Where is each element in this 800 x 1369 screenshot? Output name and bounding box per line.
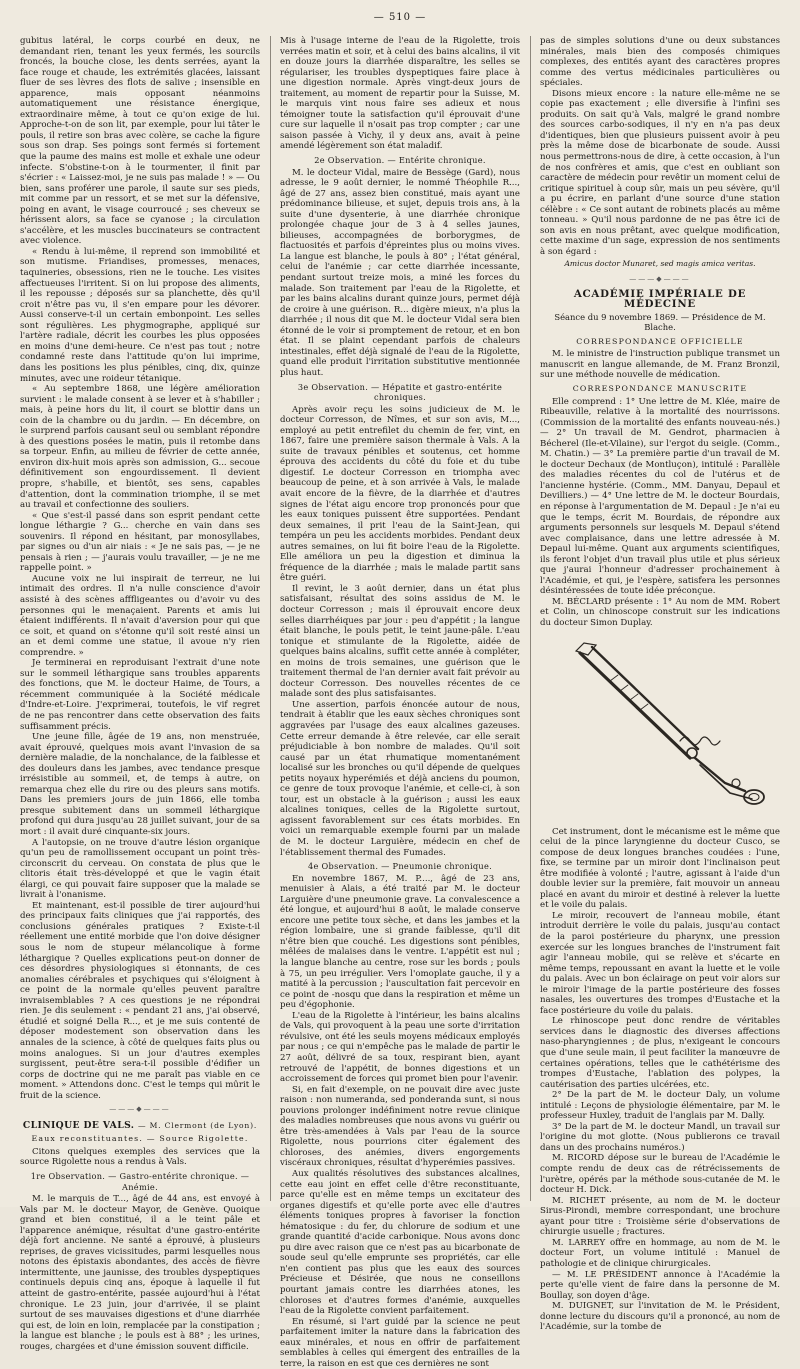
observation-2-title: 2e Observation. — Entérite chronique. bbox=[314, 155, 486, 166]
col3-after-figure-9: — M. LE PRÉSIDENT annonce à l'Académie la perte qu'elle vient de faire dans la personne de M. Boullay, son doyen d'âge. bbox=[540, 1269, 780, 1301]
vals-intro: Citons quelques exemples des services que la source Rigolette nous a rendus à Vals. bbox=[20, 1146, 260, 1168]
correspondance-manuscrite-title: CORRESPONDANCE MANUSCRITE bbox=[572, 383, 748, 393]
section-divider-2: ———◆——— bbox=[629, 275, 691, 284]
column-2 bbox=[270, 36, 521, 1369]
academy-title: ACADÉMIE IMPÉRIALE DE MÉDECINE bbox=[573, 287, 747, 311]
rhinoscope-illustration bbox=[540, 633, 780, 823]
column-1 bbox=[20, 36, 260, 1352]
col1-paragraph-9: Et maintenant, est-il possible de tirer aujourd'hui des principaux faits cliniques que j'ai rapportés, des conclusions générales pratiques ? Existe-t-il réellement une entité morbide que l'on doive désigner sous le nom de stupeur mélancolique à forme léthargique ? Quelles explications peut-on donner de ces désordres physiologiques si étonnants, de ces anomalies cérébrales et psychiques qui s'éloignent à ce point de la normale qu'elles peuvent paraître invraisemblables ? A ces questions je ne répondrai rien. Je dis seulement : « pendant 21 ans, j'ai observé, étudié et soigné Della R..., et je me suis contenté de déposer modestement son observation dans les annales de la science, à côté de quelques faits plus ou moins analogues. Si un jour d'autres exemples surgissent, peut-être sera-t-il possible d'édifier un corps de doctrine qui ne me paraît pas viable en ce moment. » Attendons donc. C'est le temps qui mûrit le fruit de la science. bbox=[20, 900, 260, 1101]
observation-3-text-1: Après avoir reçu les soins judicieux de M. le docteur Corresson, de Nîmes, et sur son avis, M..., employé au petit entrefilet du chemin de fer, vint, en 1867, faire une première saison thermale à Vals. A la suite de travaux pénibles et soutenus, cet homme éprouva des accidents du côté du foie et du tube digestif. Le docteur Corresson en triompha avec beaucoup de peine, et à son arrivée à Vals, le malade avait encore de la fièvre, de la diarrhée et d'autres signes de l'état aigu encore trop prononcés pour que les eaux toniques puissent être supportées. Pendant deux semaines, il prit l'eau de la Saint-Jean, qui tempéra un peu les accidents morbides. Pendant deux autres semaines, on lui fit boire l'eau de la Rigolette. Elle améliora un peu la digestion et diminua la fréquence de la diarrhée ; mais le malade partit sans être guéri. bbox=[280, 404, 520, 584]
observation-1-text: M. le marquis de T..., âgé de 44 ans, est envoyé à Vals par M. le docteur Mayor, de Genève. Quoique grand et bien constitué, il a le teint pâle et l'apparence anémique, résultat d'une gastro-entérite déjà fort ancienne. Ne santé a éprouvé, à plusieurs reprises, de graves vicissitudes, parmi lesquelles nous notons des épistaxis abondantes, des accès de fièvre intermittente, une jaunisse, des troubles dyspeptiques continuels depuis cinq ans, époque à laquelle il fut atteint de gastro-entérite, passée aujourd'hui à l'état chronique. Le 23 juin, jour d'arrivée, il se plaint surtout de ses mauvaises digestions et d'une diarrhée qui est, de loin en loin, remplacée par la constipation ; la langue est blanche ; le pouls est à 88° ; les urines, rouges, chargées et d'une émission souvent difficile. bbox=[20, 1194, 260, 1352]
observation-1-title: 1re Observation. — Gastro-entérite chronique. — Anémie. bbox=[30, 1170, 250, 1192]
correspondance-manuscrite-text-1: Elle comprend : 1° Une lettre de M. Klée, maire de Ribeauville, relative à la mortalité des nourrissons. (Commission de la mortalité des enfants nouveau-nés.) — 2° Un travail de M. Gendrot, pharmacien à Bécherel (Ile-et-Vilaine), sur l'ergot du seigle. (Comm., M. Chatin.) — 3° La première partie d'un travail de M. le docteur Dechaux (de Montluçon), intitulé : Parallèle des maladies récentes du col de l'utérus et de l'ancienne hystérie. (Comm., MM. Danyau, Depaul et Devilliers.) — 4° Une lettre de M. le docteur Bourdais, en réponse à l'argumentation de M. Depaul : Je n'ai eu que le temps, écrit M. Bourdais, de répondre aux arguments personnels sur lesquels M. Depaul s'étend avec complaisance, dans une lettre adressée à M. Depaul lui-même. Quant aux arguments scientifiques, ils feront l'objet d'un travail plus utile et plus sérieux que j'aurai l'honneur d'adresser prochainement à l'Académie, et qui, je l'espère, satisfera les personnes désintéressées de toute idée préconçue. bbox=[540, 396, 780, 597]
col3-after-figure-1: Cet instrument, dont le mécanisme est le même que celui de la pince laryngienne du docteur Cusco, se compose de deux longues branches coudées : l'une, fixe, se termine par un miroir dont l'inclinaison peut être modifiée à volonté ; l'autre, agissant à l'aide d'un double levier sur la première, fait mouvoir un anneau placé en avant du miroir et destiné à relever la luette et le voile du palais. bbox=[540, 826, 780, 911]
col1-paragraph-7: Une jeune fille, âgée de 19 ans, non menstruée, avait éprouvé, quelques mois avant l'invasion de sa dernière maladie, de la nonchalance, de la faiblesse et des douleurs dans les jambes, avec tendance presque irrésistible au sommeil, et, de temps à autre, on remarqua chez elle du rire ou des pleurs sans motifs. Dans les premiers jours de juin 1866, elle tomba presque subitement dans un sommeil léthargique profond qui dura jusqu'au 28 juillet suivant, jour de sa mort : il avait duré cinquante-six jours. bbox=[20, 732, 260, 838]
col1-paragraph-4: « Que s'est-il passé dans son esprit pendant cette longue léthargie ? G... cherche en vain dans ses souvenirs. Il répond en hésitant, par monosyllabes, par signes ou d'un air niais : « Je ne sais pas, — je ne pensais à rien ; — j'aurais voulu travailler, — je ne me rappelle point. » bbox=[20, 510, 260, 574]
col3-after-figure-4: 2° De la part de M. le docteur Daly, un volume intitulé : Leçons de physiologie élémentaire, par M. le professeur Huxley, traduit de l'anglais par M. Dally. bbox=[540, 1090, 780, 1122]
vals-section-title bbox=[20, 1121, 260, 1132]
col3-after-figure-8: M. LARREY offre en hommage, au nom de M. le docteur Fort, un volume intitulé : Manuel de pathologie et de clinique chirurgicales. bbox=[540, 1237, 780, 1269]
observation-3-text-2: Il revint, le 3 août dernier, dans un état plus satisfaisant, résultat des soins assidus de M. le docteur Corresson ; mais il éprouvait encore deux selles diarrhéiques par jour : peu d'appétit ; la langue était blanche, le pouls petit, le teint jaune-pâle. L'eau tonique et stimulante de la Rigolette, aidée de quelques bains alcalins, suffit cette année à compléter, en moins de trois semaines, une guérison que le traitement thermal de l'an dernier avait fait prévoir au docteur Corresson. Des nouvelles récentes de ce malade sont des plus satisfaisantes. bbox=[280, 583, 520, 700]
observation-3-text-3: Une assertion, parfois énoncée autour de nous, tendrait à établir que les eaux sèches chroniques sont aggravées par l'usage des eaux alcalines gazeuses. Cette erreur demande à être relevée, car elle serait préjudiciable à bon nombre de malades. Qu'il soit causé par un état rhumatique momentanément localisé sur les bronches ou qu'il dépende de quelques petits noyaux hyperémiés et déjà anciens du poumon, ce genre de toux provoque l'anémie, et celle-ci, à son tour, est un obstacle à la guérison ; aussi les eaux alcalines toniques, celles de la Rigolette surtout, agissent favorablement sur ces états morbides. En voici un remarquable exemple fourni par un malade de M. le docteur Larguière, médecin en chef de l'établissement thermal des Fumades. bbox=[280, 699, 520, 858]
col1-paragraph-2: « Rendu à lui-même, il reprend son immobilité et son mutisme. Friandises, promesses, menaces, taquineries, obsessions, rien ne le touche. Les visites affectueuses l'irritent. Si on lui propose des aliments, il les repousse ; déposés sur sa planchette, dès qu'il croit n'être pas vu, il s'en empare pour les dévorer. Aussi conserve-t-il un certain embonpoint. Les selles sont régulières. Les phygmographe, appliqué sur l'artère radiale, décrit les courbes les plus opposées en moins d'une demi-heure. Ce n'est pas tout ; notre condamné reste dans l'attitude qu'on lui imprime, dans les positions les plus pénibles, cinq, dix, quinze minutes, avec une roideur tétanique. bbox=[20, 246, 260, 384]
col1-paragraph-5: Aucune voix ne lui inspirait de terreur, ne lui intimait des ordres. Il n'a nulle conscience d'avoir assisté à des scènes afffligeantes ou d'avoir vu des personnes qui le menaçaient. Parents et amis lui étaient indifférents. Il n'avait d'aversion pour qui que ce soit, et quand on s'étonne qu'il soit resté ainsi un an et demi comme une statue, il avoue n'y rien comprendre. » bbox=[20, 573, 260, 658]
col1-paragraph-6: Je terminerai en reproduisant l'extrait d'une note sur le sommeil léthargique sans troubles apparents des fonctions, que M. le docteur Haime, de Tours, a récemment communiquée à la Société médicale d'Indre-et-Loire. J'exprimerai, toutefois, le vif regret de ne pas rencontrer dans cette observation des faits suffisamment précis. bbox=[20, 658, 260, 732]
seance-line: Séance du 9 novembre 1869. — Présidence de M. Blache. bbox=[554, 311, 766, 333]
page-number: — 510 — bbox=[373, 12, 427, 23]
correspondance-manuscrite-text-2: M. BÉCLARD présente : 1° Au nom de MM. Robert et Colin, un chinoscope construit sur les indications du docteur Simon Duplay. bbox=[540, 596, 780, 628]
observation-4-text-2: L'eau de la Rigolette à l'intérieur, les bains alcalins de Vals, qui provoquent à la peau une sorte d'irritation révulsive, ont été les seuls moyens médicaux employés par nous ; ce qui n'empêche pas le malade de partir le 27 août, délivré de sa toux, respirant bien, ayant retrouvé de l'appétit, de bonnes digestions et un accroissement de forces qui promet bien pour l'avenir. bbox=[280, 1010, 520, 1085]
observation-2-text: M. le docteur Vidal, maire de Bessège (Gard), nous adresse, le 9 août dernier, le nommé Théophile R..., âgé de 27 ans, assez bien constitué, mais ayant une prédominance bilieuse, et sujet, depuis trois ans, à la suite d'une dysenterie, à une diarrhée chronique prolongée chaque jour de 3 à 4 selles jaunes, bilieuses, accompagnées de borborygmes, de flactuosités et parfois d'épreintes plus ou moins vives. La langue est blanche, le pouls à 80° ; l'état général, celui de l'anémie ; car cette diarrhée incessante, pendant surtout treize mois, a miné les forces du malade. Son traitement par l'eau de la Rigolette, et par les bains alcalins durant quinze jours, permet déjà de croire à une guérison. R... digère mieux, n'a plus la diarrhée ; il nous dit que M. le docteur Vidal sera bien étonné de le voir si promptement de retour, et en bon état. Il se plaint cependant parfois de chaleurs intestinales, effet déjà signalé de l'eau de la Rigolette, quand elle produit l'irritation substitutive mentionnée plus haut. bbox=[280, 167, 520, 378]
observation-4-text-1: En novembre 1867, M. P...., âgé de 23 ans, menuisier à Alais, a été traité par M. le docteur Larguière d'une pneumonie grave. La convalescence a été longue, et aujourd'hui 8 août, le malade conserve encore une petite toux sèche, et dans les jambes et la région lombaire, une si grande faiblesse, qu'il dit n'être bien que couché. Les digestions sont pénibles, mêlées de malaises dans le ventre. L'appétit est nul ; la langue blanche au centre, rose sur les bords ; pouls à 75, un peu irrégulier. Vers l'omoplate gauche, il y a matité à la percussion ; l'auscultation fait percevoir en ce point de -nosqu que dans la respiration et même un peu d'égophonie. bbox=[280, 873, 520, 1011]
correspondance-officielle-text: M. le ministre de l'instruction publique transmet un manuscrit en langue allemande, de M. Franz Bronzil, sur une méthode nouvelle de médication. bbox=[540, 349, 780, 381]
observation-4-title: 4e Observation. — Pneumonie chronique. bbox=[307, 861, 493, 872]
col1-paragraph-1: gubitus latéral, le corps courbé en deux, ne demandant rien, tenant les yeux fermés, les sourcils froncés, la bouche close, les dents serrées, ayant la face rouge et chaude, les extrémités glacées, laissant fluer de ses lèvres des flots de salive ; insensible en apparence, mais opposant néanmoins automatiquement une résistance énergique, extraordinaire même, à tout ce qu'on exige de lui. Approche-t-on de son lit, par exemple, pour lui tâter le pouls, il retire son bras avec colère, se cache la figure sous son drap. Ses poings sont fermés si fortement que la paume des mains est molle et exhale une odeur infecte. S'obstine-t-on à le tourmenter, il finit par s'écrier : « Laissez-moi, je ne suis pas malade ! » — Ou bien, sans proférer une parole, il saute sur ses pieds, mit comme par un ressort, et se met sur la défensive, poing en avant, le visage courroucé ; ses cheveux se hérissent alors, sa face se cyanose ; la circulation s'accélère, et les muscles buccinateurs se contractent avec violence. bbox=[20, 36, 260, 247]
observation-4-text-3: Si, en fait d'exemple, on ne pouvait dire avec juste raison : non numeranda, sed ponderanda sunt, si nous pouvions prolonger indéfiniment notre revue clinique des maladies nombreuses que nous avons vu guérir ou être très-amendées à Vals par l'eau de la source Rigolette, nous pourrions citer également des chloroses, des anémies, divers engorgements viscéraux chroniques, résultat d'hyperémies passives. bbox=[280, 1084, 520, 1169]
col3-after-figure-7: M. RICHET présente, au nom de M. le docteur Sirus-Pirondi, membre correspondant, une brochure ayant pour titre : Troisième série d'observations de chirurgie usuelle ; fractures. bbox=[540, 1195, 780, 1238]
observation-4-text-5: En résumé, si l'art guidé par la science ne peut parfaitement imiter la nature dans la fabrication des eaux minérales, et nous en offrir de parfaitement semblables à celles qui émergent des entrailles de la terre, la raison en est que ces dernières ne sont bbox=[280, 1316, 520, 1369]
col1-paragraph-8: A l'autopsie, on ne trouve d'autre lésion organique qu'un peu de ramollissement occupant un point très-circonscrit du cerveau. On constata de plus que le clitoris était très-développé et que le vagin était élargi, ce qui pouvait faire supposer que la malade se livrait à l'onanisme. bbox=[20, 837, 260, 901]
vals-subtitle: Eaux reconstituantes. — Source Rigolette. bbox=[31, 1134, 249, 1144]
col3-paragraph-1: pas de simples solutions d'une ou deux substances minérales, mais bien des composés chimiques complexes, des entités ayant des caractères propres comme des vertus médicinales particulières ou spéciales. bbox=[540, 36, 780, 89]
col3-after-figure-10: M. DUIGNET, sur l'invitation de M. le Président, donne lecture du discours qu'il a prononcé, au nom de l'Académie, sur la tombe de bbox=[540, 1301, 780, 1333]
col2-paragraph-1: Mis à l'usage interne de l'eau de la Rigolette, trois verrées matin et soir, et à celui des bains alcalins, il vit en douze jours la diarrhée disparaître, les selles se régulariser, les troubles dyspeptiques faire place à une digestion normale. Après vingt-deux jours de traitement, au moment de repartir pour la Suisse, M. le marquis vint nous faire ses adieux et nous témoigner toute la satisfaction qu'il éprouvait d'une cure sur laquelle il n'osait pas trop compter ; car une saison passée à Vichy, il y deux ans, avait à peine amendé légèrement son état maladif. bbox=[280, 36, 521, 152]
col3-after-figure-5: 3° De la part de M. le docteur Mandl, un travail sur l'origine du mot glotte. (Nous publierons ce travail dans un des prochains numéros.) bbox=[540, 1121, 780, 1153]
vals-author: — M. Clermont (de Lyon). bbox=[138, 1120, 258, 1130]
columns bbox=[20, 36, 780, 1369]
section-divider: ———◆——— bbox=[109, 1105, 171, 1114]
vals-title: CLINIQUE DE VALS. bbox=[22, 1119, 135, 1131]
col3-after-figure-2: Le miroir, recouvert de l'anneau mobile, étant introduit derrière le voile du palais, jusqu'au contact de la paroi postérieure du pharynx, une pression exercée sur les longues branches de l'instrument fait agir l'anneau mobile, qui se relève et s'écarte en même temps, repoussant en avant la luette et le voile du palais. Avec un bon éclairage on peut voir alors sur le miroir l'image de la partie postérieure des fosses nasales, les ouvertures des trompes d'Eustache et la face postérieure du voile du palais. bbox=[540, 910, 780, 1016]
correspondance-officielle-title: CORRESPONDANCE OFFICIELLE bbox=[576, 336, 744, 346]
observation-4-text-4: Aux qualités résolutives des substances alcalines, cette eau joint en effet celle d'être reconstituante, parce qu'elle est en même temps un excitateur des organes digestifs et qu'elle porte avec elle d'autres éléments toniques propres à favoriser la fonction hématosique : du fer, du chlorure de sodium et une grande quantité d'acide carbonique. Nous avons donc pu dire avec raison que ce n'est pas au bicarbonate de soude seul qu'elle emprunte ses propriétés, car elle n'en contient pas plus que les eaux des sources Précieuse et Désirée, que nous ne conseillons pourtant jamais contre les diarrhées atones, les chloroses et d'autres formes d'anémie, auxquelles l'eau de la Rigolette convient parfaitement. bbox=[280, 1168, 520, 1317]
col3-paragraph-2: Disons mieux encore : la nature elle-même ne se copie pas exactement ; elle diversifie à l'infini ses produits. On sait qu'à Vals, malgré le grand nombre des sources carbo-sodiques, il n'y en n'a pas deux d'identiques, bien que plusieurs puissent avoir à peu près la même dose de bicarbonate de soude. Aussi nous permettrons-nous de dire, à cette occasion, à l'un de nos confrères et amis, que c'est en oubliant son caractère de médecin pour revêtir un moment celui de critique spirituel à coup sûr, mais un peu sévère, qu'il a pu écrire, en parlant d'une source d'une station célèbre : « Ce sont autant de robinets placés au même tonneau. » Qu'il nous pardonne de ne pas être ici de son avis en nous prêtant, avec quelque modification, cette maxime d'un sage, expression de nos sentiments à son égard : bbox=[540, 88, 780, 257]
col3-after-figure-3: Le rhinoscope peut donc rendre de véritables services dans le diagnostic des diverses affections naso-pharyngiennes ; de plus, n'exigeant le concours que d'une seule main, il peut faciliter la manœuvre de certaines opérations, telles que le cathétérisme des trompes d'Eustache, l'ablation des polypes, la cautérisation des parties ulcérées, etc. bbox=[540, 1016, 780, 1090]
column-3 bbox=[530, 36, 780, 1333]
latin-quote: Amicus doctor Munaret, sed magis amica veritas. bbox=[564, 259, 756, 269]
observation-3-title: 3e Observation. — Hépatite et gastro-entérite chroniques. bbox=[297, 381, 503, 403]
col1-paragraph-3: « Au septembre 1868, une légère amélioration survient : le malade consent à se lever et à s'habiller ; mais, à peine hors du lit, il court se blottir dans un coin de la chambre ou du jardin. — En décembre, on le surprend parfois causant seul ou semblant répondre à des questions posées le matin, puis il retombe dans sa torpeur. Enfin, au milieu de février de cette année, environ dix-huit mois après son admission, G... secoue définitivement son engourdissement. Il devient propre, s'habille, et bientôt, ses sens, capables d'attention, dont la commination triomphe, il se met au travail et confectionne des souliers. bbox=[20, 384, 260, 511]
col3-after-figure-6: M. RICORD dépose sur le bureau de l'Académie le compte rendu de deux cas de rétrécissements de l'urètre, opérés par la méthode sous-cutanée de M. le docteur H. Dick. bbox=[540, 1153, 780, 1196]
